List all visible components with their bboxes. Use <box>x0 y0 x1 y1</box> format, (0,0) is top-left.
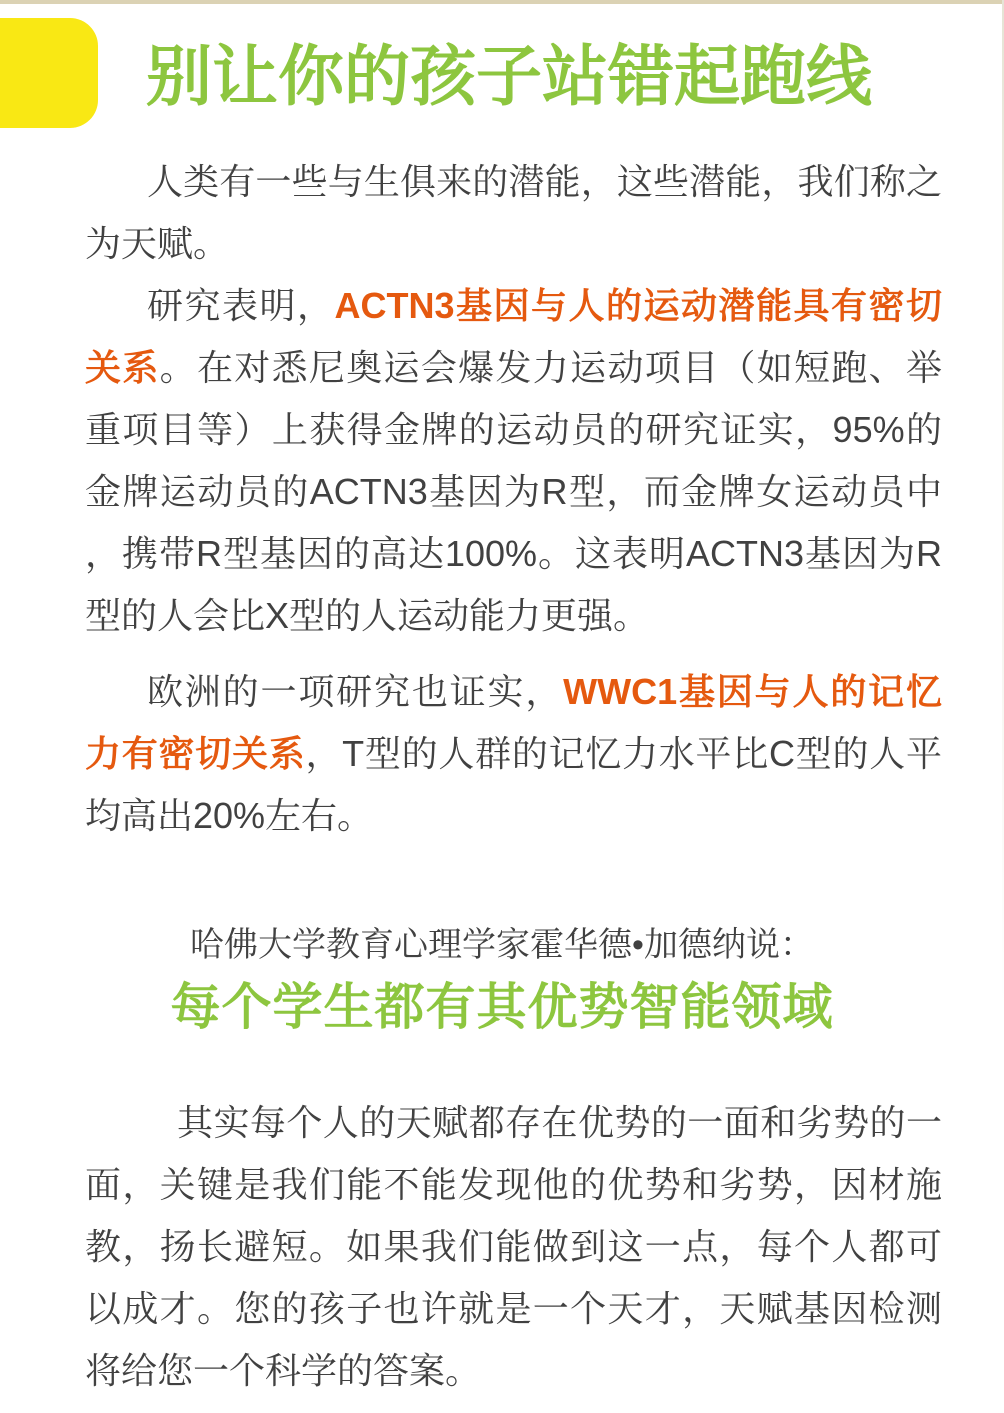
body-text: 。在对悉尼奥运会爆发力运动项目（如短跑、举重项目等）上获得金牌的运动员的研究证实，95%的金牌运动员的ACTN3基因为R型，而金牌女运动员中，携带R型基因的高达100%。这表明ACTN3基因为R型的人会比X型的人运动能力更强。 <box>85 347 942 636</box>
body-text: 人类有一些与生俱来的潜能，这些潜能，我们称之为天赋。 <box>85 161 942 264</box>
page-title: 别让你的孩子站错起跑线 <box>146 39 872 113</box>
quote-headline: 每个学生都有其优势智能领域 <box>170 979 834 1035</box>
body-text: 其实每个人的天赋都存在优势的一面和劣势的一面，关键是我们能不能发现他的优势和劣势，因材施教，扬长避短。如果我们能做到这一点，每个人都可以成才。您的孩子也许就是一个天才，天赋基因检测将给您一个科学的答案。 <box>85 1102 942 1391</box>
gene-emphasis-text: WWC1基因与人的记忆力有密切关系 <box>85 671 942 774</box>
paragraph <box>85 1092 942 1402</box>
quote-attribution: 哈佛大学教育心理学家霍华德•加德纳说： <box>190 926 814 964</box>
gene-emphasis-text: ACTN3基因与人的运动潜能具有密切关系 <box>85 285 942 388</box>
body-text: 研究表明， <box>147 285 335 326</box>
paragraph <box>85 275 942 647</box>
paragraph <box>85 151 942 275</box>
yellow-tab-decoration <box>0 18 98 128</box>
paragraph <box>85 661 942 847</box>
body-text: 欧洲的一项研究也证实， <box>147 671 564 712</box>
body-text: ，T型的人群的记忆力水平比C型的人平均高出20%左右。 <box>85 733 942 836</box>
quote-section <box>0 921 1004 1039</box>
page-header <box>0 4 1004 130</box>
closing-section <box>85 1092 942 1402</box>
intro-section <box>85 151 942 847</box>
